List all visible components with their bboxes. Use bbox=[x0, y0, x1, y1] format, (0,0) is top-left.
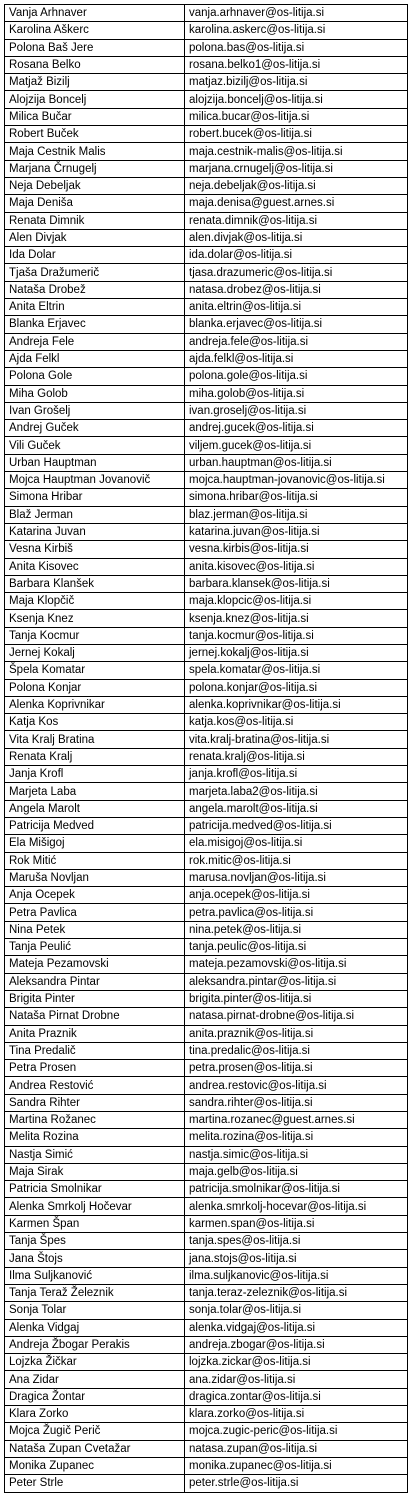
staff-email-cell: mojca.zugic-peric@os-litija.si bbox=[185, 1423, 408, 1440]
table-row bbox=[5, 575, 408, 592]
staff-name-cell: Simona Hribar bbox=[5, 489, 185, 506]
table-row bbox=[5, 662, 408, 679]
table-row bbox=[5, 696, 408, 713]
staff-email-cell: polona.konjar@os-litija.si bbox=[185, 679, 408, 696]
staff-email-cell: tina.predalic@os-litija.si bbox=[185, 1042, 408, 1059]
table-row bbox=[5, 558, 408, 575]
staff-name-cell: Mateja Pezamovski bbox=[5, 956, 185, 973]
staff-email-cell: petra.pavlica@os-litija.si bbox=[185, 904, 408, 921]
staff-name-cell: Ida Dolar bbox=[5, 247, 185, 264]
table-row bbox=[5, 126, 408, 143]
table-row bbox=[5, 1354, 408, 1371]
staff-name-cell: Tanja Kocmur bbox=[5, 627, 185, 644]
table-row bbox=[5, 316, 408, 333]
staff-name-cell: Neja Debeljak bbox=[5, 177, 185, 194]
staff-email-cell: sandra.rihter@os-litija.si bbox=[185, 1094, 408, 1111]
table-row bbox=[5, 333, 408, 350]
staff-email-cell: natasa.drobez@os-litija.si bbox=[185, 281, 408, 298]
table-row bbox=[5, 177, 408, 194]
table-row bbox=[5, 783, 408, 800]
staff-email-cell: anita.praznik@os-litija.si bbox=[185, 1025, 408, 1042]
staff-email-cell: urban.hauptman@os-litija.si bbox=[185, 454, 408, 471]
table-row bbox=[5, 852, 408, 869]
staff-email-cell: mojca.hauptman-jovanovic@os-litija.si bbox=[185, 472, 408, 489]
staff-name-cell: Anita Praznik bbox=[5, 1025, 185, 1042]
staff-name-cell: Vesna Kirbiš bbox=[5, 541, 185, 558]
table-row bbox=[5, 281, 408, 298]
table-row bbox=[5, 22, 408, 39]
staff-name-cell: Maja Cestnik Malis bbox=[5, 143, 185, 160]
table-row bbox=[5, 1094, 408, 1111]
staff-name-cell: Polona Baš Jere bbox=[5, 39, 185, 56]
staff-email-cell: vita.kralj-bratina@os-litija.si bbox=[185, 731, 408, 748]
table-row bbox=[5, 1042, 408, 1059]
staff-email-cell: nina.petek@os-litija.si bbox=[185, 921, 408, 938]
table-row bbox=[5, 990, 408, 1007]
staff-email-cell: maja.cestnik-malis@os-litija.si bbox=[185, 143, 408, 160]
staff-name-cell: Matjaž Bizilj bbox=[5, 74, 185, 91]
staff-email-cell: neja.debeljak@os-litija.si bbox=[185, 177, 408, 194]
staff-name-cell: Tina Predalič bbox=[5, 1042, 185, 1059]
staff-email-cell: alenka.vidgaj@os-litija.si bbox=[185, 1319, 408, 1336]
staff-email-cell: karmen.span@os-litija.si bbox=[185, 1215, 408, 1232]
table-row bbox=[5, 1077, 408, 1094]
staff-email-cell: natasa.zupan@os-litija.si bbox=[185, 1440, 408, 1457]
staff-name-cell: Ajda Felkl bbox=[5, 350, 185, 367]
staff-name-cell: Anita Eltrin bbox=[5, 299, 185, 316]
staff-name-cell: Ivan Grošelj bbox=[5, 402, 185, 419]
table-row bbox=[5, 956, 408, 973]
table-row bbox=[5, 1406, 408, 1423]
staff-email-cell: marusa.novljan@os-litija.si bbox=[185, 869, 408, 886]
staff-email-cell: robert.bucek@os-litija.si bbox=[185, 126, 408, 143]
staff-name-cell: Rok Mitić bbox=[5, 852, 185, 869]
staff-name-cell: Anita Kisovec bbox=[5, 558, 185, 575]
staff-email-cell: ajda.felkl@os-litija.si bbox=[185, 350, 408, 367]
table-row bbox=[5, 1457, 408, 1474]
staff-email-cell: patricija.smolnikar@os-litija.si bbox=[185, 1181, 408, 1198]
staff-name-cell: Peter Strle bbox=[5, 1475, 185, 1492]
table-row bbox=[5, 420, 408, 437]
staff-email-cell: ela.misigoj@os-litija.si bbox=[185, 835, 408, 852]
table-row bbox=[5, 437, 408, 454]
staff-email-cell: nastja.simic@os-litija.si bbox=[185, 1146, 408, 1163]
staff-name-cell: Maja Sirak bbox=[5, 1163, 185, 1180]
table-row bbox=[5, 523, 408, 540]
staff-email-cell: brigita.pinter@os-litija.si bbox=[185, 990, 408, 1007]
staff-email-cell: andrea.restovic@os-litija.si bbox=[185, 1077, 408, 1094]
table-row bbox=[5, 1475, 408, 1492]
table-row bbox=[5, 817, 408, 834]
table-row bbox=[5, 56, 408, 73]
staff-email-cell: sonja.tolar@os-litija.si bbox=[185, 1302, 408, 1319]
table-row bbox=[5, 402, 408, 419]
table-row bbox=[5, 506, 408, 523]
staff-email-cell: viljem.gucek@os-litija.si bbox=[185, 437, 408, 454]
staff-name-cell: Vanja Arhnaver bbox=[5, 5, 185, 22]
table-row bbox=[5, 143, 408, 160]
staff-email-cell: jana.stojs@os-litija.si bbox=[185, 1250, 408, 1267]
staff-email-cell: polona.gole@os-litija.si bbox=[185, 368, 408, 385]
staff-email-cell: maja.gelb@os-litija.si bbox=[185, 1163, 408, 1180]
staff-email-cell: renata.dimnik@os-litija.si bbox=[185, 212, 408, 229]
staff-name-cell: Alojzija Boncelj bbox=[5, 91, 185, 108]
staff-email-cell: vanja.arhnaver@os-litija.si bbox=[185, 5, 408, 22]
table-row bbox=[5, 1129, 408, 1146]
table-row bbox=[5, 748, 408, 765]
table-row bbox=[5, 921, 408, 938]
staff-name-cell: Nastja Simić bbox=[5, 1146, 185, 1163]
table-row bbox=[5, 472, 408, 489]
staff-email-cell: karolina.askerc@os-litija.si bbox=[185, 22, 408, 39]
staff-email-cell: simona.hribar@os-litija.si bbox=[185, 489, 408, 506]
staff-name-cell: Janja Krofl bbox=[5, 766, 185, 783]
table-row bbox=[5, 1423, 408, 1440]
table-row bbox=[5, 212, 408, 229]
staff-email-cell: melita.rozina@os-litija.si bbox=[185, 1129, 408, 1146]
staff-name-cell: Maja Klopčič bbox=[5, 593, 185, 610]
staff-name-cell: Anja Ocepek bbox=[5, 887, 185, 904]
staff-email-cell: blanka.erjavec@os-litija.si bbox=[185, 316, 408, 333]
staff-name-cell: Renata Kralj bbox=[5, 748, 185, 765]
staff-email-cell: andreja.zbogar@os-litija.si bbox=[185, 1336, 408, 1353]
table-row bbox=[5, 1440, 408, 1457]
staff-email-cell: jernej.kokalj@os-litija.si bbox=[185, 644, 408, 661]
staff-name-cell: Mojca Hauptman Jovanovič bbox=[5, 472, 185, 489]
staff-name-cell: Patricija Medved bbox=[5, 817, 185, 834]
staff-name-cell: Brigita Pinter bbox=[5, 990, 185, 1007]
staff-email-table bbox=[4, 4, 408, 1493]
table-row bbox=[5, 350, 408, 367]
staff-email-cell: maja.denisa@guest.arnes.si bbox=[185, 195, 408, 212]
staff-name-cell: Karmen Špan bbox=[5, 1215, 185, 1232]
staff-name-cell: Marjana Črnugelj bbox=[5, 160, 185, 177]
staff-name-cell: Melita Rozina bbox=[5, 1129, 185, 1146]
table-row bbox=[5, 610, 408, 627]
staff-name-cell: Ksenja Knez bbox=[5, 610, 185, 627]
staff-email-cell: barbara.klansek@os-litija.si bbox=[185, 575, 408, 592]
table-row bbox=[5, 939, 408, 956]
staff-name-cell: Milica Bučar bbox=[5, 108, 185, 125]
staff-email-cell: tanja.peulic@os-litija.si bbox=[185, 939, 408, 956]
staff-email-cell: alenka.koprivnikar@os-litija.si bbox=[185, 696, 408, 713]
table-row bbox=[5, 74, 408, 91]
staff-name-cell: Vita Kralj Bratina bbox=[5, 731, 185, 748]
table-row bbox=[5, 627, 408, 644]
staff-email-cell: natasa.pirnat-drobne@os-litija.si bbox=[185, 1008, 408, 1025]
staff-email-cell: klara.zorko@os-litija.si bbox=[185, 1406, 408, 1423]
table-row bbox=[5, 1336, 408, 1353]
staff-name-cell: Nataša Zupan Cvetažar bbox=[5, 1440, 185, 1457]
staff-name-cell: Nataša Drobež bbox=[5, 281, 185, 298]
staff-email-cell: blaz.jerman@os-litija.si bbox=[185, 506, 408, 523]
staff-email-cell: spela.komatar@os-litija.si bbox=[185, 662, 408, 679]
staff-name-cell: Rosana Belko bbox=[5, 56, 185, 73]
staff-email-cell: alojzija.boncelj@os-litija.si bbox=[185, 91, 408, 108]
staff-email-cell: matjaz.bizilj@os-litija.si bbox=[185, 74, 408, 91]
table-row bbox=[5, 1198, 408, 1215]
staff-email-cell: katja.kos@os-litija.si bbox=[185, 714, 408, 731]
table-row bbox=[5, 593, 408, 610]
table-row bbox=[5, 887, 408, 904]
staff-name-cell: Tjaša Dražumerič bbox=[5, 264, 185, 281]
table-row bbox=[5, 904, 408, 921]
staff-email-cell: dragica.zontar@os-litija.si bbox=[185, 1388, 408, 1405]
table-row bbox=[5, 714, 408, 731]
table-row bbox=[5, 229, 408, 246]
staff-email-cell: milica.bucar@os-litija.si bbox=[185, 108, 408, 125]
staff-name-cell: Nina Petek bbox=[5, 921, 185, 938]
table-row bbox=[5, 264, 408, 281]
staff-name-cell: Andreja Fele bbox=[5, 333, 185, 350]
staff-name-cell: Maruša Novljan bbox=[5, 869, 185, 886]
table-row bbox=[5, 489, 408, 506]
staff-name-cell: Patricia Smolnikar bbox=[5, 1181, 185, 1198]
staff-email-cell: angela.marolt@os-litija.si bbox=[185, 800, 408, 817]
staff-name-cell: Karolina Aškerc bbox=[5, 22, 185, 39]
staff-email-cell: janja.krofl@os-litija.si bbox=[185, 766, 408, 783]
staff-email-cell: tanja.kocmur@os-litija.si bbox=[185, 627, 408, 644]
staff-email-cell: aleksandra.pintar@os-litija.si bbox=[185, 973, 408, 990]
staff-email-cell: marjana.crnugelj@os-litija.si bbox=[185, 160, 408, 177]
staff-email-cell: tanja.teraz-zeleznik@os-litija.si bbox=[185, 1284, 408, 1301]
table-row bbox=[5, 1284, 408, 1301]
table-row bbox=[5, 1181, 408, 1198]
staff-name-cell: Ela Mišigoj bbox=[5, 835, 185, 852]
staff-email-cell: katarina.juvan@os-litija.si bbox=[185, 523, 408, 540]
table-row bbox=[5, 1008, 408, 1025]
table-row bbox=[5, 108, 408, 125]
table-row bbox=[5, 1163, 408, 1180]
staff-email-cell: anja.ocepek@os-litija.si bbox=[185, 887, 408, 904]
table-row bbox=[5, 869, 408, 886]
table-row bbox=[5, 731, 408, 748]
staff-email-cell: peter.strle@os-litija.si bbox=[185, 1475, 408, 1492]
table-row bbox=[5, 541, 408, 558]
staff-name-cell: Alenka Smrkolj Hočevar bbox=[5, 1198, 185, 1215]
table-row bbox=[5, 368, 408, 385]
staff-name-cell: Andrej Guček bbox=[5, 420, 185, 437]
table-row bbox=[5, 1215, 408, 1232]
table-row bbox=[5, 800, 408, 817]
table-row bbox=[5, 91, 408, 108]
table-row bbox=[5, 1388, 408, 1405]
staff-name-cell: Jernej Kokalj bbox=[5, 644, 185, 661]
table-row bbox=[5, 1302, 408, 1319]
staff-name-cell: Alen Divjak bbox=[5, 229, 185, 246]
staff-name-cell: Lojzka Žičkar bbox=[5, 1354, 185, 1371]
staff-name-cell: Ilma Suljkanović bbox=[5, 1267, 185, 1284]
staff-email-cell: rosana.belko1@os-litija.si bbox=[185, 56, 408, 73]
staff-email-cell: polona.bas@os-litija.si bbox=[185, 39, 408, 56]
staff-email-cell: ana.zidar@os-litija.si bbox=[185, 1371, 408, 1388]
staff-email-table-body bbox=[5, 5, 408, 1493]
table-row bbox=[5, 1025, 408, 1042]
table-row bbox=[5, 1371, 408, 1388]
table-row bbox=[5, 835, 408, 852]
staff-email-cell: marjeta.laba2@os-litija.si bbox=[185, 783, 408, 800]
staff-email-cell: martina.rozanec@guest.arnes.si bbox=[185, 1112, 408, 1129]
staff-email-cell: mateja.pezamovski@os-litija.si bbox=[185, 956, 408, 973]
staff-name-cell: Miha Golob bbox=[5, 385, 185, 402]
staff-email-cell: andreja.fele@os-litija.si bbox=[185, 333, 408, 350]
table-row bbox=[5, 299, 408, 316]
staff-email-cell: petra.prosen@os-litija.si bbox=[185, 1060, 408, 1077]
staff-name-cell: Tanja Špes bbox=[5, 1233, 185, 1250]
staff-email-cell: ilma.suljkanovic@os-litija.si bbox=[185, 1267, 408, 1284]
staff-name-cell: Klara Zorko bbox=[5, 1406, 185, 1423]
staff-name-cell: Urban Hauptman bbox=[5, 454, 185, 471]
staff-email-cell: alen.divjak@os-litija.si bbox=[185, 229, 408, 246]
table-row bbox=[5, 5, 408, 22]
staff-name-cell: Sonja Tolar bbox=[5, 1302, 185, 1319]
table-row bbox=[5, 1112, 408, 1129]
staff-name-cell: Blanka Erjavec bbox=[5, 316, 185, 333]
staff-name-cell: Aleksandra Pintar bbox=[5, 973, 185, 990]
staff-name-cell: Tanja Teraž Železnik bbox=[5, 1284, 185, 1301]
staff-email-cell: anita.kisovec@os-litija.si bbox=[185, 558, 408, 575]
staff-name-cell: Vili Guček bbox=[5, 437, 185, 454]
staff-name-cell: Ana Zidar bbox=[5, 1371, 185, 1388]
table-row bbox=[5, 195, 408, 212]
staff-name-cell: Polona Konjar bbox=[5, 679, 185, 696]
staff-name-cell: Alenka Koprivnikar bbox=[5, 696, 185, 713]
staff-name-cell: Robert Buček bbox=[5, 126, 185, 143]
staff-email-cell: renata.kralj@os-litija.si bbox=[185, 748, 408, 765]
staff-email-cell: alenka.smrkolj-hocevar@os-litija.si bbox=[185, 1198, 408, 1215]
staff-name-cell: Petra Prosen bbox=[5, 1060, 185, 1077]
staff-email-cell: miha.golob@os-litija.si bbox=[185, 385, 408, 402]
table-row bbox=[5, 385, 408, 402]
staff-email-cell: ivan.groselj@os-litija.si bbox=[185, 402, 408, 419]
staff-name-cell: Katarina Juvan bbox=[5, 523, 185, 540]
staff-email-cell: rok.mitic@os-litija.si bbox=[185, 852, 408, 869]
table-row bbox=[5, 454, 408, 471]
staff-email-cell: ksenja.knez@os-litija.si bbox=[185, 610, 408, 627]
table-row bbox=[5, 1233, 408, 1250]
staff-name-cell: Maja Deniša bbox=[5, 195, 185, 212]
staff-name-cell: Andrea Restović bbox=[5, 1077, 185, 1094]
table-row bbox=[5, 1146, 408, 1163]
table-row bbox=[5, 1319, 408, 1336]
table-row bbox=[5, 1060, 408, 1077]
table-row bbox=[5, 160, 408, 177]
staff-name-cell: Petra Pavlica bbox=[5, 904, 185, 921]
staff-email-cell: anita.eltrin@os-litija.si bbox=[185, 299, 408, 316]
staff-name-cell: Marjeta Laba bbox=[5, 783, 185, 800]
staff-email-cell: andrej.gucek@os-litija.si bbox=[185, 420, 408, 437]
staff-email-cell: tjasa.drazumeric@os-litija.si bbox=[185, 264, 408, 281]
staff-name-cell: Alenka Vidgaj bbox=[5, 1319, 185, 1336]
table-row bbox=[5, 1250, 408, 1267]
staff-name-cell: Nataša Pirnat Drobne bbox=[5, 1008, 185, 1025]
staff-name-cell: Tanja Peulić bbox=[5, 939, 185, 956]
staff-email-cell: lojzka.zickar@os-litija.si bbox=[185, 1354, 408, 1371]
staff-name-cell: Blaž Jerman bbox=[5, 506, 185, 523]
staff-name-cell: Jana Štojs bbox=[5, 1250, 185, 1267]
table-row bbox=[5, 1267, 408, 1284]
staff-name-cell: Barbara Klanšek bbox=[5, 575, 185, 592]
staff-email-cell: patricija.medved@os-litija.si bbox=[185, 817, 408, 834]
staff-name-cell: Katja Kos bbox=[5, 714, 185, 731]
table-row bbox=[5, 644, 408, 661]
staff-email-cell: ida.dolar@os-litija.si bbox=[185, 247, 408, 264]
table-row bbox=[5, 39, 408, 56]
table-row bbox=[5, 247, 408, 264]
staff-name-cell: Monika Zupanec bbox=[5, 1457, 185, 1474]
staff-email-cell: monika.zupanec@os-litija.si bbox=[185, 1457, 408, 1474]
staff-name-cell: Špela Komatar bbox=[5, 662, 185, 679]
staff-email-cell: tanja.spes@os-litija.si bbox=[185, 1233, 408, 1250]
staff-name-cell: Renata Dimnik bbox=[5, 212, 185, 229]
staff-name-cell: Martina Rožanec bbox=[5, 1112, 185, 1129]
staff-name-cell: Dragica Žontar bbox=[5, 1388, 185, 1405]
table-row bbox=[5, 973, 408, 990]
staff-name-cell: Mojca Žugič Perič bbox=[5, 1423, 185, 1440]
staff-email-cell: vesna.kirbis@os-litija.si bbox=[185, 541, 408, 558]
staff-name-cell: Sandra Rihter bbox=[5, 1094, 185, 1111]
table-row bbox=[5, 679, 408, 696]
table-row bbox=[5, 766, 408, 783]
staff-email-cell: maja.klopcic@os-litija.si bbox=[185, 593, 408, 610]
staff-name-cell: Polona Gole bbox=[5, 368, 185, 385]
staff-name-cell: Andreja Žbogar Perakis bbox=[5, 1336, 185, 1353]
staff-name-cell: Angela Marolt bbox=[5, 800, 185, 817]
